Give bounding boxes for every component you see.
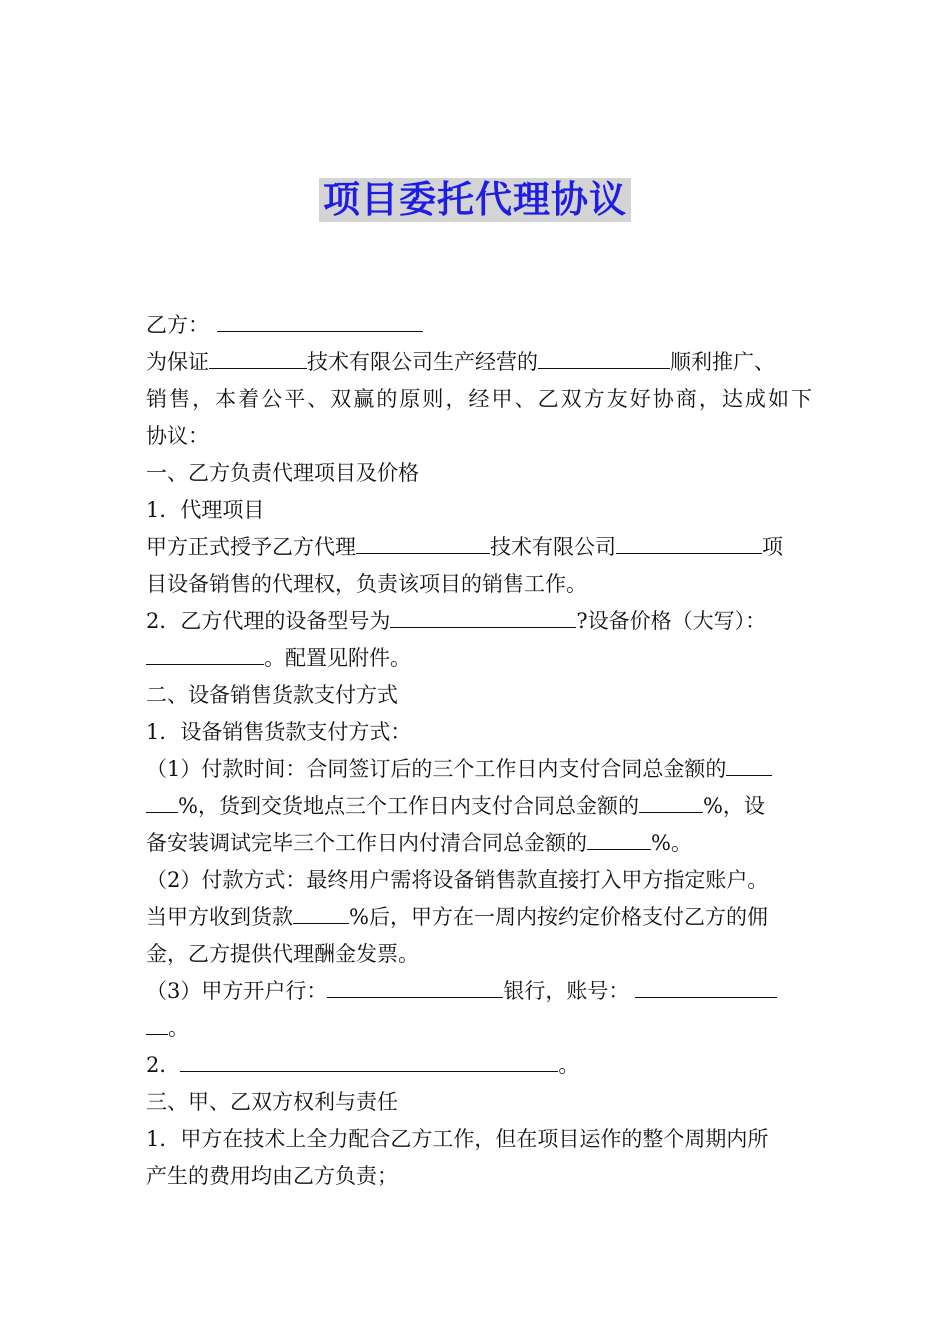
- item-1-1-line-a: 甲方正式授予乙方代理 技术有限公司 项: [146, 529, 812, 566]
- payment-time-line-a: （1）付款时间：合同签订后的三个工作日内支付合同总金额的: [146, 751, 812, 788]
- item-1-2-line-a: 2．乙方代理的设备型号为 ?设备价格（大写）：: [146, 603, 812, 640]
- agency-company-blank[interactable]: [356, 531, 490, 554]
- first-payment-blank-cont[interactable]: [146, 790, 178, 813]
- bank-name-blank[interactable]: [327, 975, 503, 998]
- account-number-blank[interactable]: [635, 975, 777, 998]
- item-1-1-heading: 1．代理项目: [146, 498, 265, 522]
- payment-method-line-c: 金，乙方提供代理酬金发票。: [146, 942, 419, 966]
- second-payment-blank[interactable]: [639, 790, 703, 813]
- bank-line-b: 。: [146, 1010, 812, 1047]
- final-payment-blank[interactable]: [587, 827, 651, 850]
- first-payment-blank[interactable]: [726, 753, 772, 776]
- account-number-blank-cont[interactable]: [146, 1012, 168, 1035]
- title-wrap: [0, 178, 950, 222]
- intro-line-3: 协议：: [146, 424, 209, 448]
- product-blank[interactable]: [538, 346, 670, 369]
- company-blank[interactable]: [209, 346, 307, 369]
- agency-project-blank[interactable]: [616, 531, 762, 554]
- payment-method-line-b: 当甲方收到货款 %后，甲方在一周内按约定价格支付乙方的佣: [146, 899, 812, 936]
- item-3-1-line-a: 1．甲方在技术上全力配合乙方工作，但在项目运作的整个周期内所: [146, 1127, 769, 1151]
- commission-percent-blank[interactable]: [293, 901, 349, 924]
- party-b-blank[interactable]: [217, 309, 423, 332]
- section-3-heading: 三、甲、乙双方权利与责任: [146, 1090, 398, 1114]
- section-1-heading: 一、乙方负责代理项目及价格: [146, 461, 419, 485]
- intro-line-2: 销售，本着公平、双赢的原则，经甲、乙双方友好协商，达成如下: [146, 387, 812, 411]
- intro-line-1: 为保证 技术有限公司生产经营的 顺利推广、: [146, 344, 812, 381]
- party-b-line: 乙方：: [146, 307, 812, 344]
- section-2-heading: 二、设备销售货款支付方式: [146, 683, 398, 707]
- item-2-1-heading: 1．设备销售货款支付方式：: [146, 720, 412, 744]
- model-blank[interactable]: [390, 605, 576, 628]
- payment-time-line-c: 备安装调试完毕三个工作日内付清合同总金额的 %。: [146, 825, 812, 862]
- item-1-1-line-b: 目设备销售的代理权，负责该项目的销售工作。: [146, 572, 587, 596]
- price-blank[interactable]: [146, 642, 264, 665]
- payment-method-line-a: （2）付款方式：最终用户需将设备销售款直接打入甲方指定账户。: [146, 868, 769, 892]
- item-1-2-line-b: 。配置见附件。: [146, 640, 812, 677]
- bank-line-a: （3）甲方开户行： 银行，账号：: [146, 973, 812, 1010]
- item-3-1-line-b: 产生的费用均由乙方负责；: [146, 1164, 398, 1188]
- item-2-2-line: 2． 。: [146, 1047, 812, 1084]
- document-title: 项目委托代理协议: [319, 178, 631, 222]
- payment-time-line-b: %，货到交货地点三个工作日内支付合同总金额的 %，设: [146, 788, 812, 825]
- document-body: [146, 307, 812, 1195]
- item-2-2-blank[interactable]: [180, 1049, 558, 1072]
